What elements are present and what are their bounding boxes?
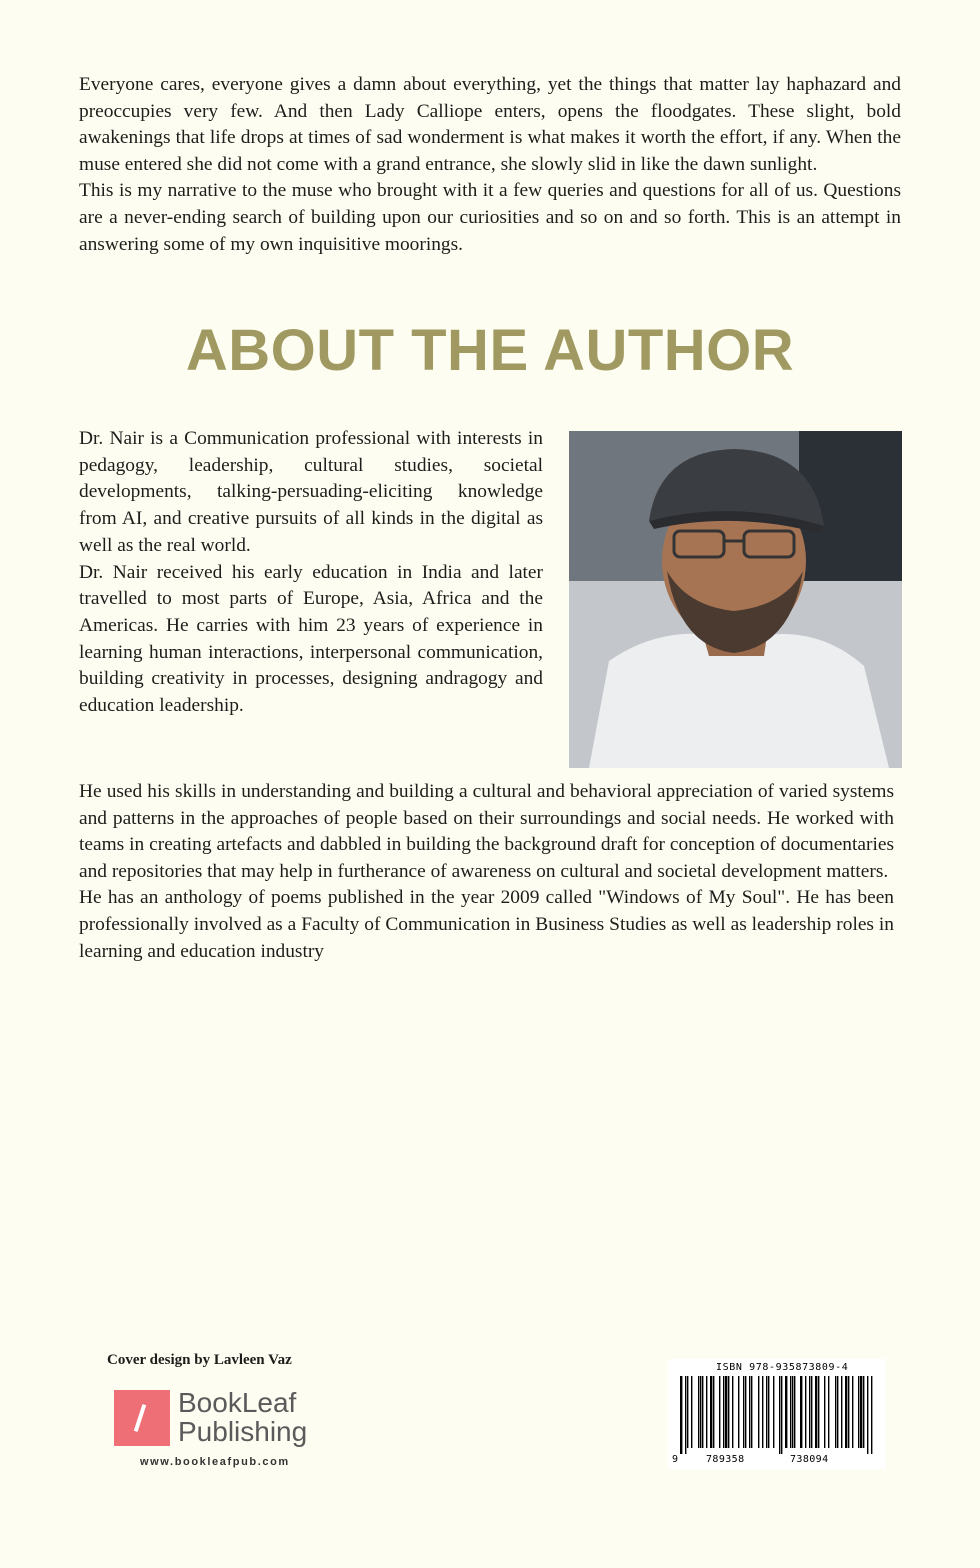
barcode-bar [762,1376,763,1448]
barcode-bar [781,1376,782,1454]
barcode-bar [818,1376,819,1448]
barcode-bar [815,1376,817,1448]
barcode-bar [680,1376,682,1454]
barcode-bar [828,1376,829,1448]
publisher-logo [114,1388,344,1448]
author-bio-column [79,426,543,720]
isbn-label: ISBN 978-935873809-4 [716,1362,849,1373]
barcode-bar [691,1376,692,1448]
barcode-digits-right: 738094 [790,1454,829,1465]
barcode-bar [871,1376,872,1454]
barcode-bar [809,1376,810,1448]
barcode-bar [773,1376,774,1448]
barcode-bar [728,1376,729,1448]
barcode-bar [706,1376,707,1448]
barcode-bar [835,1376,836,1448]
barcode-bar [749,1376,750,1448]
about-author-heading: ABOUT THE AUTHOR [185,318,795,383]
barcode-bar [863,1376,864,1448]
barcode-bar [702,1376,703,1448]
barcode-bar [800,1376,802,1448]
barcode-bar [723,1376,724,1448]
barcode-bar [685,1376,686,1454]
barcode-bar [860,1376,862,1448]
barcode-bar [732,1376,733,1448]
barcode-bar [713,1376,714,1448]
author-bio-paragraph: He used his skills in understanding and building a cultural and behavioral appreciation of varied systems and patterns in the approaches of people based on their surroundings and social needs. He worked with teams in creating artefacts and dabbled in building the background draft for conception of documentaries and repositories that may help in furtherance of awareness on cultural and societal development matters. [79,781,894,882]
barcode-bar [698,1376,699,1448]
cover-design-credit: Cover design by Lavleen Vaz [107,1352,292,1368]
barcode-bar [824,1376,825,1448]
barcode-bar [745,1376,746,1448]
author-bio-paragraph: Dr. Nair received his early education in India and later travelled to most parts of Europe, Asia, Africa and the Americas. He carries with him 23 years of experience in learning human interactions, interpersonal communication, building creativity in processes, designing andragogy and education leadership. [79,561,543,717]
barcode-bar [867,1376,868,1454]
barcode-bar [710,1376,712,1448]
barcode-bar [792,1376,793,1448]
barcode-digits-left: 789358 [706,1454,745,1465]
barcode-bar [725,1376,727,1448]
barcode-bar [785,1376,787,1448]
barcode-bar [743,1376,744,1448]
barcode-bar [687,1376,688,1448]
barcode-bar [790,1376,791,1448]
author-portrait-illustration [569,431,902,768]
barcode-bar [700,1376,701,1448]
barcode-bar [768,1376,769,1448]
barcode-bar [848,1376,849,1448]
barcode-bar [766,1376,767,1448]
barcode-bar [751,1376,752,1448]
barcode-bar [779,1376,780,1454]
publisher-name-line-2: Publishing [178,1416,308,1447]
barcode-bar [841,1376,842,1448]
barcode-bar [805,1376,806,1448]
blurb-paragraph: Everyone cares, everyone gives a damn about everything, yet the things that matter lay haphazard and preoccupies very few. And then Lady Calliope enters, opens the floodgates. These slight, bold awakenings that life drops at times of sad wonderment is what makes it worth the effort, if any. When the muse entered she did not come with a grand entrance, she slowly slid in like the dawn sunlight. [79,74,901,175]
barcode-bar [852,1376,853,1448]
barcode-bar [738,1376,739,1448]
barcode-bars [680,1376,876,1454]
author-bio-continued [79,779,894,965]
author-photo [569,431,902,768]
publisher-name [178,1388,307,1446]
author-bio-paragraph: Dr. Nair is a Communication professional with interests in pedagogy, leadership, cultural studies, societal developments, talking-persuading-eliciting knowledge from AI, and creative pursuits of all kinds in the digital as well as the real world. [79,428,543,556]
barcode-bar [794,1376,795,1448]
publisher-name-line-1: BookLeaf [178,1387,297,1418]
barcode-bar [811,1376,812,1448]
barcode-digit-first: 9 [672,1454,679,1465]
barcode-bar [719,1376,720,1448]
bookleaf-slash-icon [114,1390,170,1446]
publisher-url: www.bookleafpub.com [140,1456,290,1468]
author-bio-paragraph: He has an anthology of poems published in the year 2009 called "Windows of My Soul". He has been professionally involved as a Faculty of Communication in Business Studies as well as leadership roles in learning and education industry [79,887,894,962]
book-blurb [79,72,901,258]
barcode-bar [758,1376,759,1448]
blurb-paragraph: This is my narrative to the muse who brought with it a few queries and questions for all of us. Questions are a never-ending search of building upon our curiosities and so on and so forth. This is an attempt in answering some of my own inquisitive moorings. [79,180,901,255]
barcode-bar [858,1376,859,1448]
barcode-bar [837,1376,838,1448]
barcode-bar [845,1376,847,1448]
